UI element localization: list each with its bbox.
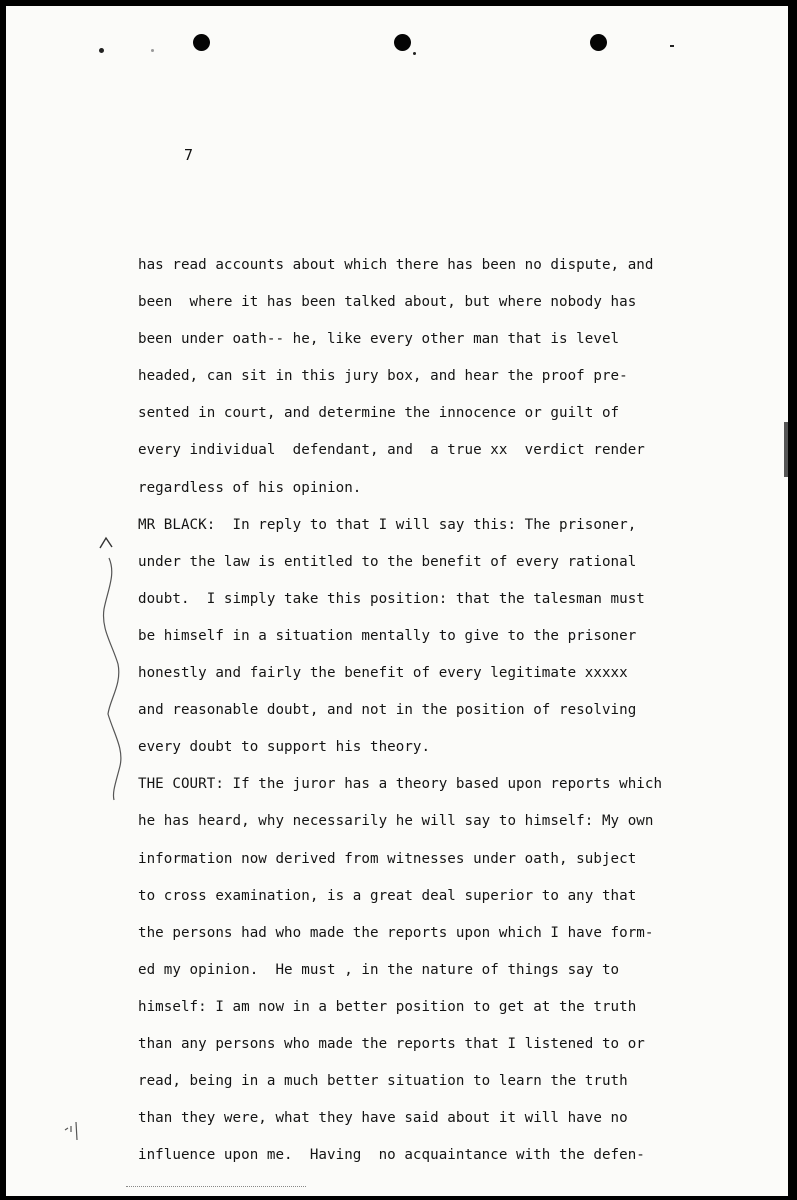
document-page	[6, 6, 788, 1196]
text-line: sented in court, and determine the innocence or guilt of	[138, 405, 620, 422]
stray-mark	[62, 1118, 88, 1144]
typed-body	[138, 254, 778, 1181]
punch-hole-left	[193, 34, 210, 51]
text-line: read, being in a much better situation to learn the truth	[138, 1073, 628, 1090]
bottom-smudge	[126, 1186, 306, 1191]
text-line: every individual defendant, and a true xx verdict render	[138, 442, 645, 459]
page-number: 7	[184, 146, 194, 164]
text-line: been where it has been talked about, but where nobody has	[138, 294, 637, 311]
speck	[99, 48, 104, 53]
text-line: MR BLACK: In reply to that I will say this: The prisoner,	[138, 516, 637, 533]
text-line: headed, can sit in this jury box, and hear the proof pre-	[138, 368, 628, 385]
text-line: than they were, what they have said about it will have no	[138, 1110, 628, 1127]
speck	[413, 52, 416, 55]
text-line: to cross examination, is a great deal superior to any that	[138, 887, 637, 904]
text-line: honestly and fairly the benefit of every legitimate xxxxx	[138, 665, 628, 682]
text-line: THE COURT: If the juror has a theory based upon reports which	[138, 776, 663, 793]
edge-mark	[784, 422, 788, 477]
speck	[670, 45, 674, 47]
text-line: been under oath-- he, like every other man that is level	[138, 331, 620, 348]
text-line: be himself in a situation mentally to give to the prisoner	[138, 627, 637, 644]
text-line: regardless of his opinion.	[138, 479, 362, 496]
punch-hole-center	[394, 34, 411, 51]
punch-hole-right	[590, 34, 607, 51]
speck	[151, 49, 154, 52]
text-line: and reasonable doubt, and not in the position of resolving	[138, 702, 637, 719]
text-line: ed my opinion. He must , in the nature of things say to	[138, 961, 620, 978]
text-line: the persons had who made the reports upon which I have form-	[138, 924, 654, 941]
text-line: influence upon me. Having no acquaintance with the defen-	[138, 1147, 645, 1164]
text-line: has read accounts about which there has been no dispute, and	[138, 257, 654, 273]
text-line: information now derived from witnesses under oath, subject	[138, 850, 637, 867]
text-line: himself: I am now in a better position to get at the truth	[138, 998, 637, 1015]
text-line: he has heard, why necessarily he will say to himself: My own	[138, 813, 654, 830]
text-line: doubt. I simply take this position: that the talesman must	[138, 590, 645, 607]
text-line: than any persons who made the reports that I listened to or	[138, 1035, 645, 1052]
text-line: under the law is entitled to the benefit of every rational	[138, 553, 637, 570]
margin-bracket-mark	[96, 534, 136, 804]
text-line: every doubt to support his theory.	[138, 739, 431, 756]
